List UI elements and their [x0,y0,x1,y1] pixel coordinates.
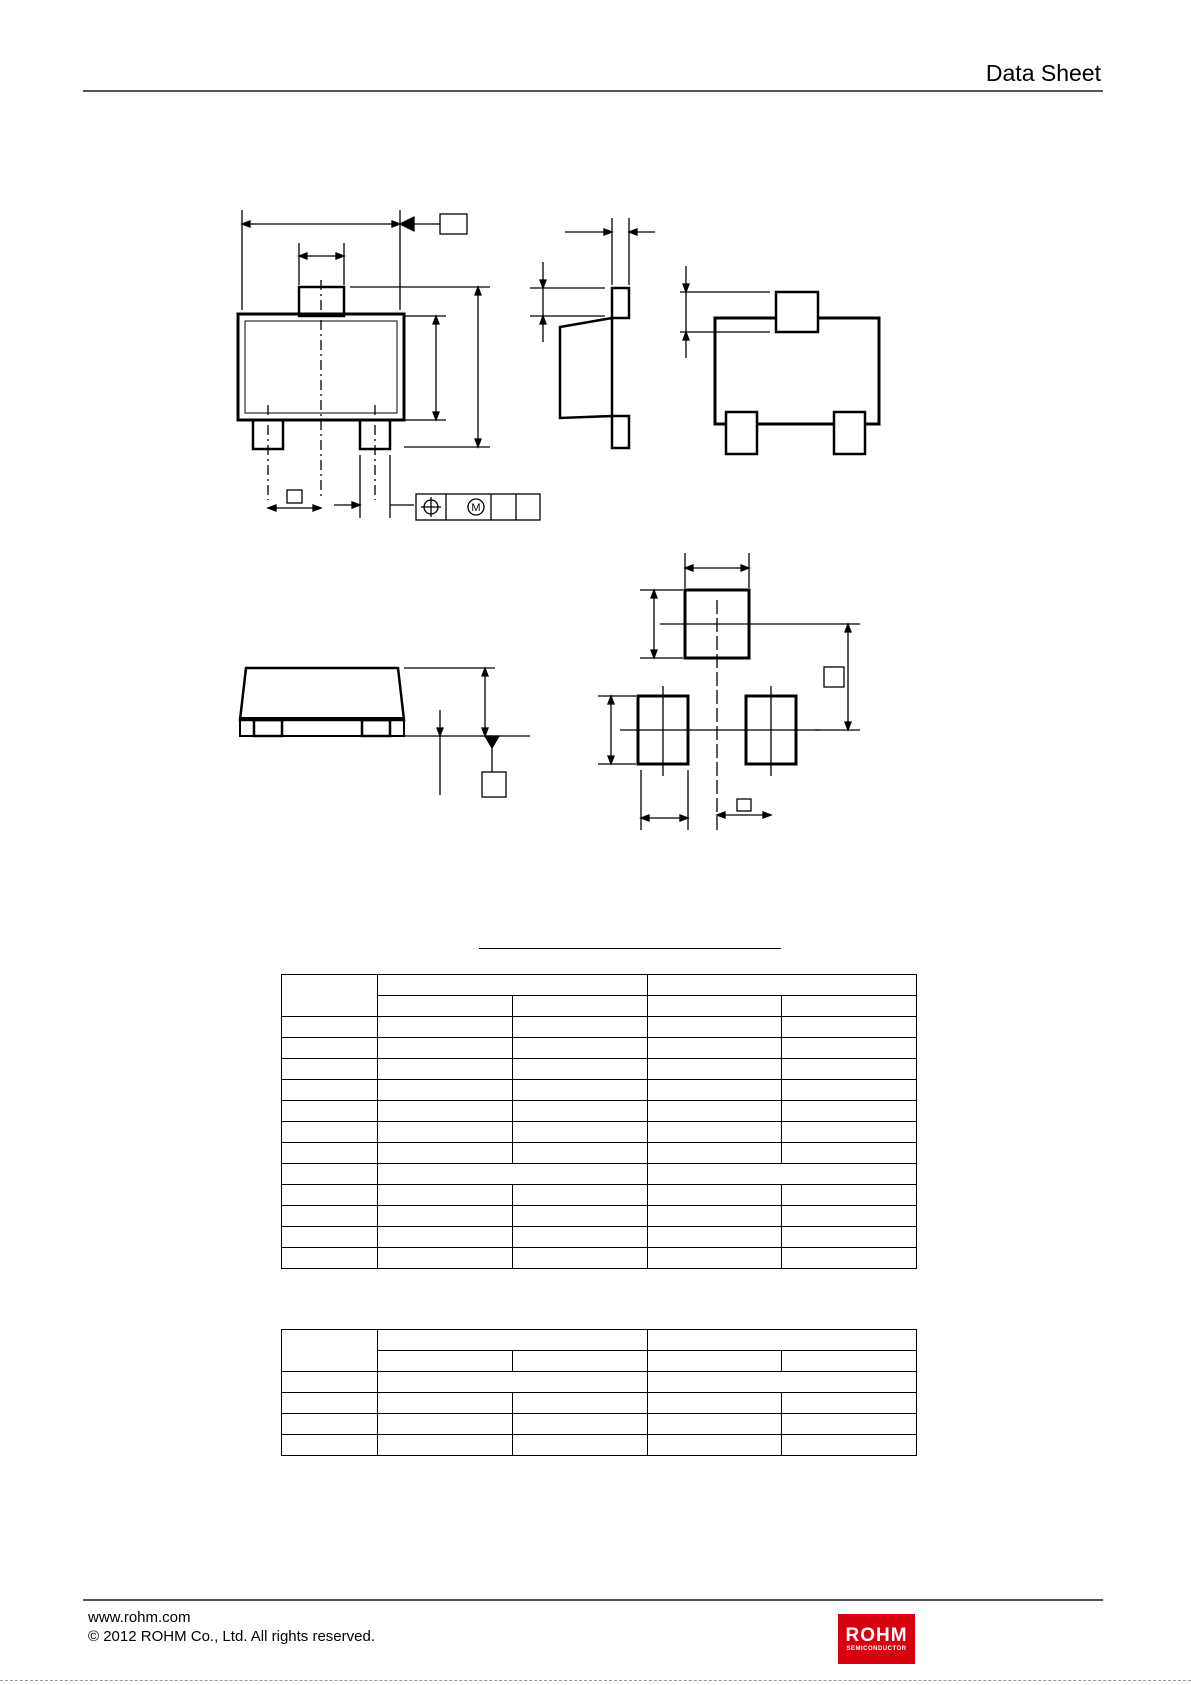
front-view [240,668,530,797]
table-row [282,1080,917,1101]
footer [88,1608,375,1646]
footer-website: www.rohm.com [88,1609,191,1626]
table-row [282,1164,917,1185]
table-row [282,1435,917,1456]
table-row [282,1330,917,1351]
footer-rule [83,1599,1103,1601]
rohm-logo [838,1614,915,1664]
table-row [282,1101,917,1122]
page-edge-dashes [0,1680,1191,1681]
land-pattern-table [281,1329,917,1456]
table-row [282,1414,917,1435]
side-view [530,218,655,448]
table-row [282,1351,917,1372]
dimensions-table [281,974,917,1269]
top-view [238,210,540,520]
table-row [282,1122,917,1143]
table-row [282,1017,917,1038]
table-row [282,1059,917,1080]
footer-copyright: © 2012 ROHM Co., Ltd. All rights reserved. [88,1628,375,1645]
page-title: Data Sheet [985,60,1101,86]
table-row [282,975,917,996]
table-row [282,1143,917,1164]
logo-brand: ROHM [845,1625,908,1646]
table-row [282,1185,917,1206]
end-view [680,266,879,454]
table-caption-underline [479,948,781,949]
table-row [282,996,917,1017]
logo-tagline: SEMICONDUCTOR [846,1646,907,1652]
land-pattern [598,553,860,830]
mmc-symbol: M [471,502,481,514]
table-row [282,1372,917,1393]
table-row [282,1227,917,1248]
table-row [282,1248,917,1269]
table-row [282,1206,917,1227]
table-row [282,1038,917,1059]
table-row [282,1393,917,1414]
